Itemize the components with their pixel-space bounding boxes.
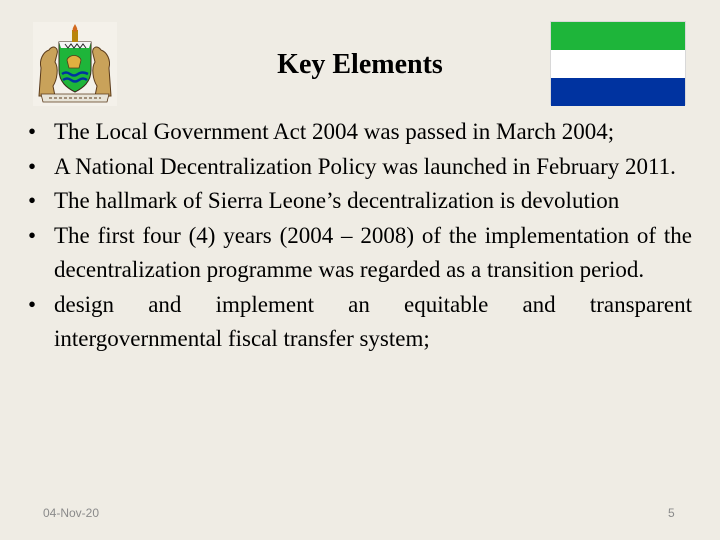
page-number: 5 [668, 506, 675, 520]
footer-date: 04-Nov-20 [43, 506, 100, 520]
bullet-item: • A National Decentralization Policy was launched in February 2011. [28, 150, 692, 185]
sierra-leone-flag-icon [550, 21, 686, 105]
bullet-item: • The first four (4) years (2004 – 2008) of the implementation of the decentralization programme was regarded as a transition period. [28, 219, 692, 288]
flag-stripe-white [551, 50, 685, 78]
bullet-list [28, 115, 692, 357]
bullet-item: • The Local Government Act 2004 was passed in March 2004; [28, 115, 692, 150]
slide-title: Key Elements [277, 49, 443, 80]
flag-stripe-green [551, 22, 685, 50]
coat-of-arms-icon [33, 22, 117, 106]
bullet-item: • The hallmark of Sierra Leone’s decentralization is devolution [28, 184, 692, 219]
flag-stripe-blue [551, 78, 685, 106]
bullet-item: • design and implement an equitable and transparent intergovernmental fiscal transfer system; [28, 288, 692, 357]
